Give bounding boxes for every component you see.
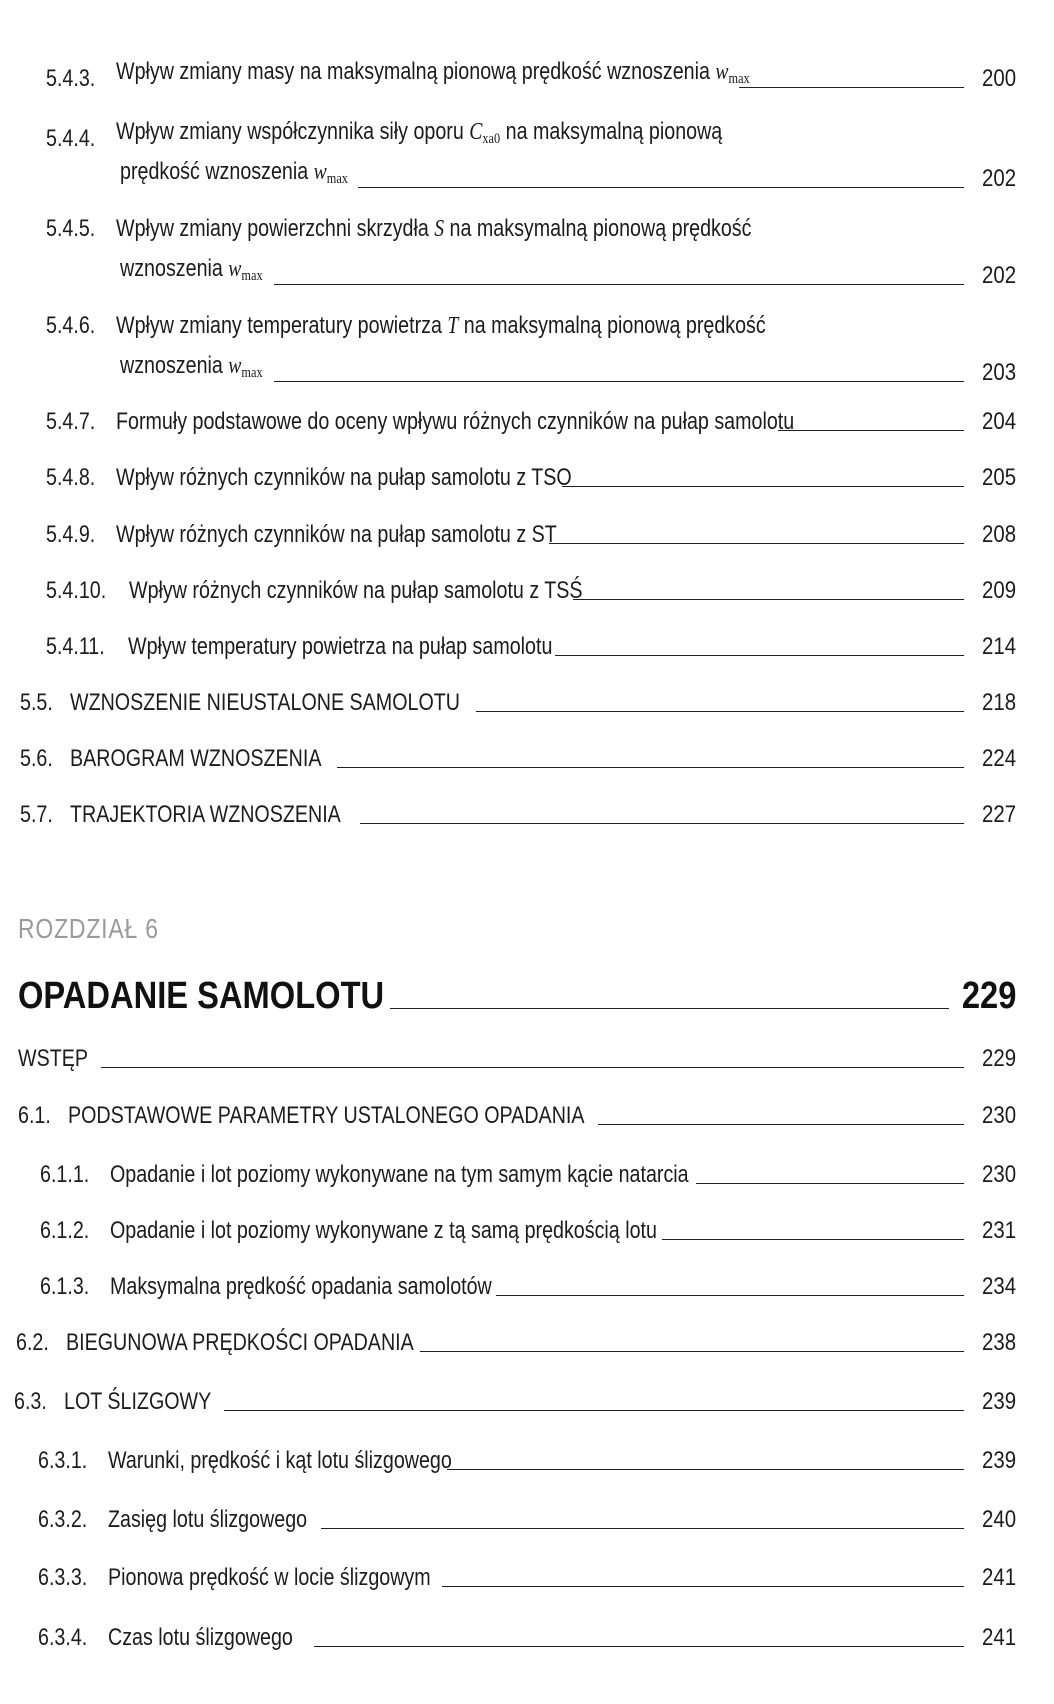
entry-number: 6.3. xyxy=(14,1388,47,1415)
dot-leader xyxy=(224,1410,964,1411)
toc-entry[interactable] xyxy=(46,576,1016,606)
math-symbol: w xyxy=(715,59,729,85)
entry-number: 5.4.11. xyxy=(46,633,105,660)
dot-leader xyxy=(420,1351,964,1352)
page-number: 224 xyxy=(981,745,1016,772)
toc-entry[interactable] xyxy=(38,1563,1016,1593)
toc-entry[interactable] xyxy=(46,117,1016,154)
entry-title: Maksymalna prędkość opadania samolotów xyxy=(110,1273,492,1300)
entry-number: 5.4.6. xyxy=(46,312,96,339)
page-number: 238 xyxy=(981,1329,1016,1356)
dot-leader xyxy=(739,87,964,88)
page-number: 230 xyxy=(981,1102,1016,1129)
entry-number: 5.4.8. xyxy=(46,464,96,491)
toc-entry[interactable] xyxy=(46,520,1016,550)
dot-leader xyxy=(496,1295,964,1296)
entry-title xyxy=(116,57,750,94)
toc-entry[interactable] xyxy=(38,1446,1016,1476)
page-number: 202 xyxy=(981,262,1016,289)
toc-entry[interactable] xyxy=(46,463,1016,493)
entry-number: 5.4.9. xyxy=(46,521,96,548)
entry-number: 5.7. xyxy=(20,801,53,828)
entry-title-text: prędkość wznoszenia xyxy=(120,158,309,185)
entry-number: 5.5. xyxy=(20,689,53,716)
entry-number: 5.4.10. xyxy=(46,577,107,604)
page-number: 229 xyxy=(981,1045,1016,1072)
dot-leader xyxy=(696,1183,964,1184)
dot-leader xyxy=(598,1124,964,1125)
entry-title xyxy=(116,311,766,341)
entry-title-text: Wpływ zmiany współczynnika siły oporu xyxy=(116,118,464,145)
toc-entry[interactable] xyxy=(46,632,1016,662)
toc-entry[interactable] xyxy=(46,57,1016,94)
math-subscript: xa0 xyxy=(482,131,501,147)
entry-title: Wpływ różnych czynników na pułap samolotu z ST xyxy=(116,521,557,548)
entry-title-text-2: na maksymalną pionową prędkość xyxy=(463,312,766,339)
dot-leader xyxy=(274,284,964,285)
entry-title-text-2: na maksymalną pionową prędkość xyxy=(449,215,752,242)
page-number: 240 xyxy=(981,1506,1016,1533)
entry-title-text: Wpływ zmiany temperatury powietrza xyxy=(116,312,442,339)
entry-title: Wpływ różnych czynników na pułap samolotu z TSO xyxy=(116,464,572,491)
chapter-page-number: 229 xyxy=(961,975,1016,1017)
toc-entry[interactable] xyxy=(40,1216,1016,1246)
dot-leader xyxy=(337,767,964,768)
entry-title-text: Wpływ zmiany powierzchni skrzydła xyxy=(116,215,429,242)
dot-leader xyxy=(390,1008,949,1009)
page-number: 200 xyxy=(981,65,1016,92)
dot-leader xyxy=(447,1469,964,1470)
toc-entry[interactable] xyxy=(20,688,1016,718)
dot-leader xyxy=(662,1239,964,1240)
math-symbol: w xyxy=(228,353,242,379)
math-subscript: max xyxy=(241,365,263,381)
entry-number: 6.1. xyxy=(18,1102,51,1129)
dot-leader xyxy=(101,1067,964,1068)
entry-title xyxy=(116,214,751,244)
entry-number: 5.4.4. xyxy=(46,125,96,152)
entry-title: WSTĘP xyxy=(18,1045,88,1072)
dot-leader xyxy=(562,486,964,487)
entry-title xyxy=(120,351,263,388)
page-number: 204 xyxy=(981,408,1016,435)
page-number: 218 xyxy=(981,689,1016,716)
toc-entry[interactable] xyxy=(38,1505,1016,1535)
toc-entry[interactable] xyxy=(20,800,1016,830)
math-symbol: T xyxy=(447,313,459,339)
entry-title: TRAJEKTORIA WZNOSZENIA xyxy=(70,801,341,828)
entry-title: Opadanie i lot poziomy wykonywane na tym samym kącie natarcia xyxy=(110,1161,689,1188)
dot-leader xyxy=(442,1586,964,1587)
toc-entry[interactable] xyxy=(18,1101,1016,1131)
entry-number: 6.2. xyxy=(16,1329,49,1356)
entry-title-text: wznoszenia xyxy=(120,352,223,379)
entry-number: 6.3.3. xyxy=(38,1564,88,1591)
dot-leader xyxy=(476,711,964,712)
dot-leader xyxy=(274,381,964,382)
entry-number: 6.1.3. xyxy=(40,1273,90,1300)
page-number: 239 xyxy=(981,1447,1016,1474)
toc-entry-continuation[interactable] xyxy=(120,157,1016,194)
math-symbol: S xyxy=(434,216,445,242)
page-number: 227 xyxy=(981,801,1016,828)
toc-entry[interactable] xyxy=(16,1328,1016,1358)
page-number: 231 xyxy=(981,1217,1016,1244)
page-number: 208 xyxy=(981,521,1016,548)
entry-number: 5.6. xyxy=(20,745,53,772)
toc-entry[interactable] xyxy=(46,311,1016,341)
toc-entry[interactable] xyxy=(38,1623,1016,1653)
toc-entry-continuation[interactable] xyxy=(120,351,1016,388)
toc-entry[interactable] xyxy=(20,744,1016,774)
toc-entry[interactable] xyxy=(40,1160,1016,1190)
entry-title xyxy=(120,254,263,291)
entry-title-text: Wpływ zmiany masy na maksymalną pionową prędkość wznoszenia xyxy=(116,58,710,85)
entry-number: 6.3.4. xyxy=(38,1624,88,1651)
toc-entry[interactable] xyxy=(46,407,1016,437)
entry-title: LOT ŚLIZGOWY xyxy=(64,1388,212,1415)
dot-leader xyxy=(358,187,964,188)
page-number: 234 xyxy=(981,1273,1016,1300)
dot-leader xyxy=(321,1528,964,1529)
entry-number: 6.1.2. xyxy=(40,1217,90,1244)
entry-number: 5.4.5. xyxy=(46,215,96,242)
toc-entry[interactable] xyxy=(18,1044,1016,1074)
math-symbol: w xyxy=(313,159,327,185)
chapter-title: OPADANIE SAMOLOTU xyxy=(18,975,385,1017)
page-number: 214 xyxy=(981,633,1016,660)
page-number: 203 xyxy=(981,359,1016,386)
entry-number: 6.3.2. xyxy=(38,1506,88,1533)
math-subscript: max xyxy=(326,171,348,187)
toc-entry-continuation[interactable] xyxy=(120,254,1016,291)
entry-title: BAROGRAM WZNOSZENIA xyxy=(70,745,322,772)
page-number: 230 xyxy=(981,1161,1016,1188)
chapter-label: ROZDZIAŁ 6 xyxy=(18,913,159,944)
entry-title: BIEGUNOWA PRĘDKOŚCI OPADANIA xyxy=(66,1329,414,1356)
toc-entry[interactable] xyxy=(40,1272,1016,1302)
math-symbol: C xyxy=(469,119,483,145)
page-number: 239 xyxy=(981,1388,1016,1415)
entry-title: Czas lotu ślizgowego xyxy=(108,1624,293,1651)
entry-title-text-2: na maksymalną pionową xyxy=(505,118,723,145)
page-number: 209 xyxy=(981,577,1016,604)
entry-title: Opadanie i lot poziomy wykonywane z tą samą prędkością lotu xyxy=(110,1217,657,1244)
entry-title: Wpływ różnych czynników na pułap samolotu z TSŚ xyxy=(129,577,583,604)
entry-number: 5.4.3. xyxy=(46,65,96,92)
toc-entry[interactable] xyxy=(14,1387,1016,1417)
entry-title: PODSTAWOWE PARAMETRY USTALONEGO OPADANIA xyxy=(68,1102,585,1129)
dot-leader xyxy=(314,1646,964,1647)
entry-title: Warunki, prędkość i kąt lotu ślizgowego xyxy=(108,1447,452,1474)
entry-title: WZNOSZENIE NIEUSTALONE SAMOLOTU xyxy=(70,689,461,716)
page-number: 202 xyxy=(981,165,1016,192)
entry-number: 5.4.7. xyxy=(46,408,96,435)
entry-title xyxy=(116,117,722,154)
entry-title: Wpływ temperatury powietrza na pułap samolotu xyxy=(127,633,553,660)
page-number: 205 xyxy=(981,464,1016,491)
math-subscript: max xyxy=(241,268,263,284)
entry-number: 6.3.1. xyxy=(38,1447,88,1474)
dot-leader xyxy=(360,823,964,824)
page-number: 241 xyxy=(981,1564,1016,1591)
entry-title: Formuły podstawowe do oceny wpływu różnych czynników na pułap samolotu xyxy=(116,408,795,435)
toc-entry[interactable] xyxy=(46,214,1016,244)
chapter-title-row[interactable] xyxy=(18,975,1016,1017)
dot-leader xyxy=(778,430,964,431)
dot-leader xyxy=(573,599,964,600)
entry-title: Zasięg lotu ślizgowego xyxy=(108,1506,308,1533)
entry-title: Pionowa prędkość w locie ślizgowym xyxy=(108,1564,431,1591)
page-number: 241 xyxy=(981,1624,1016,1651)
math-symbol: w xyxy=(228,256,242,282)
dot-leader xyxy=(549,543,964,544)
entry-number: 6.1.1. xyxy=(40,1161,90,1188)
entry-title-text: wznoszenia xyxy=(120,255,223,282)
dot-leader xyxy=(555,655,964,656)
entry-title xyxy=(120,157,348,194)
math-subscript: max xyxy=(728,71,750,87)
